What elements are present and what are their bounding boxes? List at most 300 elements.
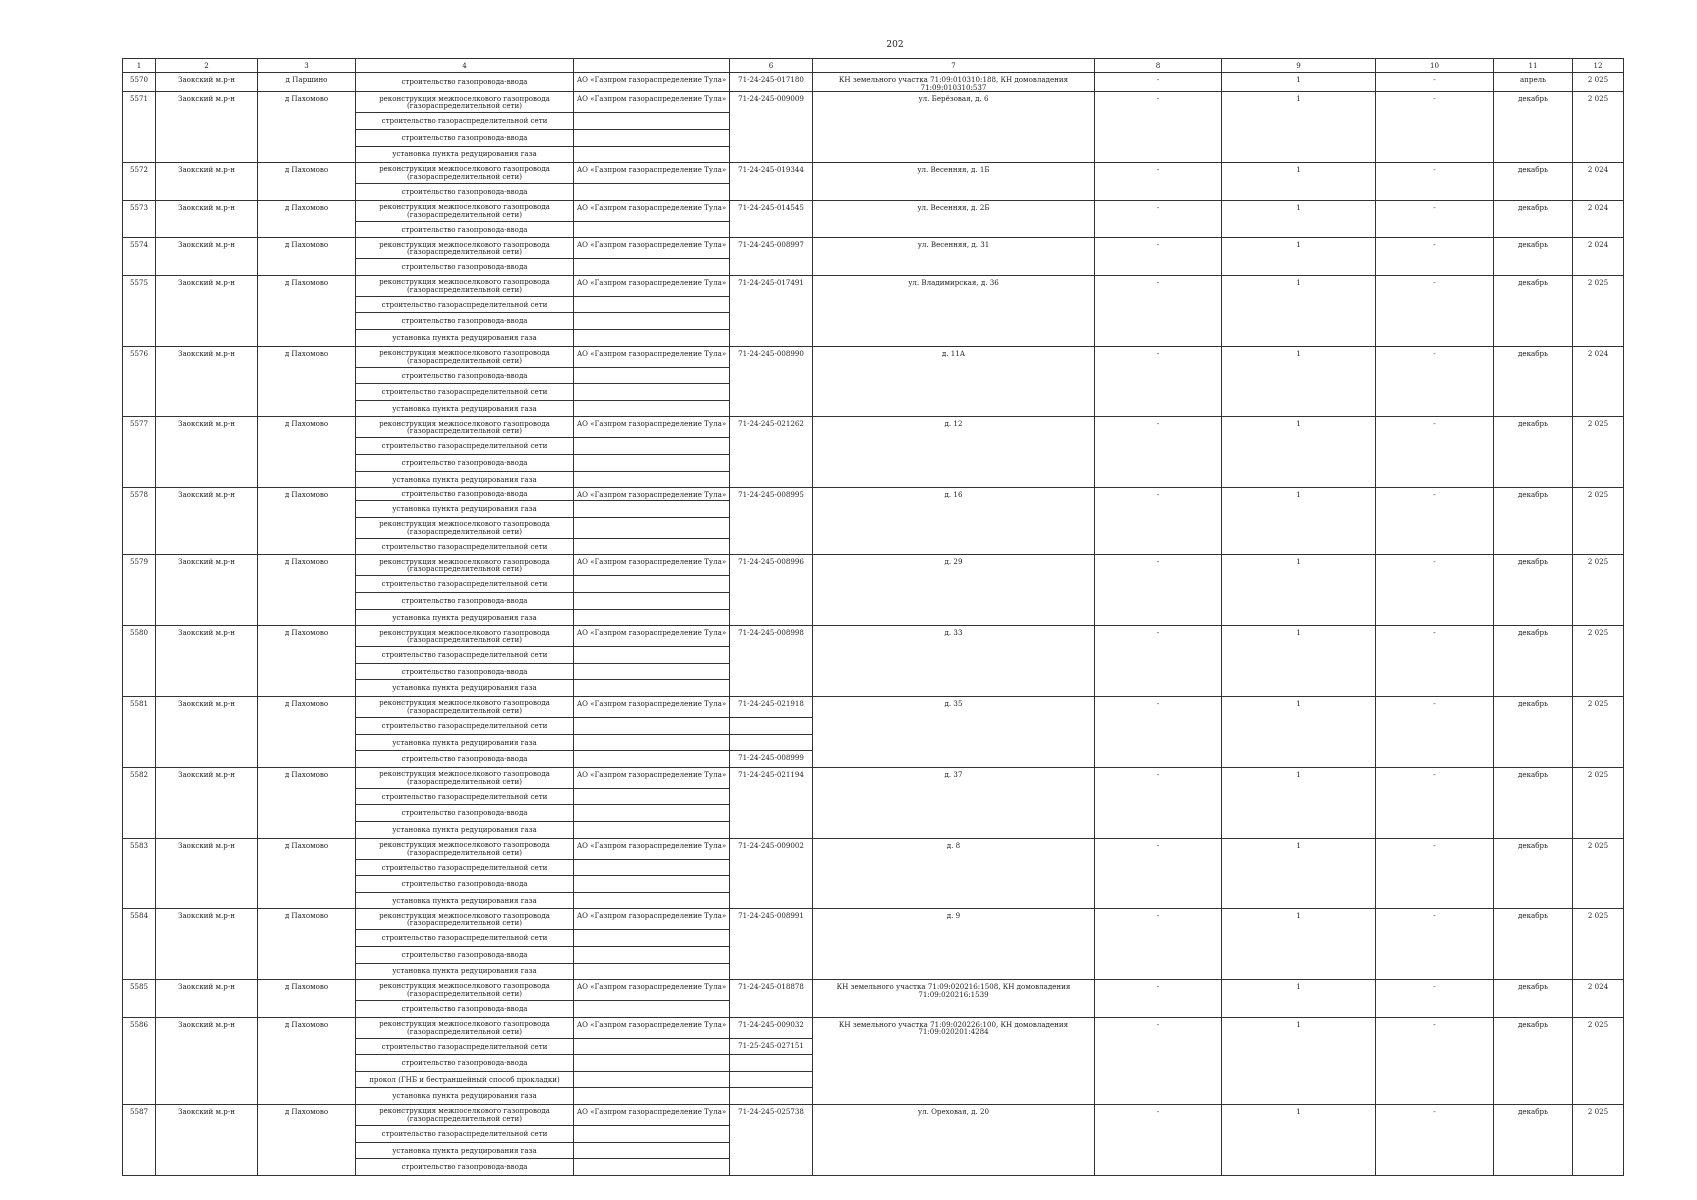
cell-organization	[574, 146, 730, 163]
cell-code: 71-24-245-008997	[730, 238, 813, 276]
cell-organization	[574, 296, 730, 313]
cell-work-type: установка пункта редуцирования газа	[356, 680, 574, 697]
cell-work-type: строительство газораспределительной сети	[356, 538, 574, 555]
cell-locality: д Пахомово	[258, 909, 356, 980]
cell-work-type: установка пункта редуцирования газа	[356, 330, 574, 347]
cell-organization	[574, 113, 730, 130]
cell-work-type: строительство газопровода-ввода	[356, 455, 574, 472]
cell-month: декабрь	[1494, 626, 1573, 697]
cell-work-type: строительство газопровода-ввода	[356, 1159, 574, 1176]
cell-organization: АО «Газпром газораспределение Тула»	[574, 275, 730, 296]
cell-col10: -	[1376, 696, 1494, 767]
cell-year: 2 025	[1573, 73, 1624, 92]
cell-month: декабрь	[1494, 980, 1573, 1018]
cell-organization	[574, 384, 730, 401]
cell-work-type: строительство газораспределительной сети	[356, 859, 574, 876]
cell-year: 2 025	[1573, 1017, 1624, 1104]
column-header-11: 11	[1494, 59, 1573, 73]
cell-code: 71-24-245-017180	[730, 73, 813, 92]
cell-organization	[574, 1126, 730, 1143]
cell-organization	[574, 501, 730, 518]
cell-work-type: строительство газопровода-ввода	[356, 221, 574, 238]
cell-month: декабрь	[1494, 838, 1573, 909]
cell-number: 5584	[123, 909, 156, 980]
cell-locality: д Пахомово	[258, 626, 356, 697]
cell-organization	[574, 471, 730, 488]
cell-work-type: реконструкция межпоселкового газопровода (газораспределительной сети)	[356, 1105, 574, 1126]
cell-organization	[574, 892, 730, 909]
cell-locality: д Пахомово	[258, 555, 356, 626]
cell-work-type: строительство газопровода-ввода	[356, 313, 574, 330]
cell-year: 2 025	[1573, 555, 1624, 626]
cell-organization	[574, 221, 730, 238]
cell-year: 2 025	[1573, 838, 1624, 909]
cell-organization	[574, 438, 730, 455]
cell-district: Заокский м.р-н	[156, 163, 258, 201]
cell-code: 71-24-245-008995	[730, 488, 813, 555]
cell-address: д. 33	[813, 626, 1095, 697]
cell-organization: АО «Газпром газораспределение Тула»	[574, 767, 730, 788]
cell-code	[730, 1071, 813, 1088]
table-row	[123, 92, 1624, 113]
cell-col8: -	[1095, 980, 1222, 1018]
cell-organization	[574, 538, 730, 555]
cell-col10: -	[1376, 488, 1494, 555]
cell-organization	[574, 259, 730, 276]
cell-work-type: строительство газопровода-ввода	[356, 593, 574, 610]
cell-district: Заокский м.р-н	[156, 73, 258, 92]
cell-code: 71-24-245-008999	[730, 751, 813, 768]
cell-col9: 1	[1222, 275, 1376, 346]
cell-number: 5580	[123, 626, 156, 697]
cell-col10: -	[1376, 73, 1494, 92]
cell-organization	[574, 930, 730, 947]
cell-district: Заокский м.р-н	[156, 626, 258, 697]
cell-code: 71-24-245-008990	[730, 346, 813, 417]
cell-col8: -	[1095, 417, 1222, 488]
cell-organization	[574, 313, 730, 330]
cell-organization	[574, 1038, 730, 1055]
cell-organization	[574, 680, 730, 697]
cell-locality: д Пахомово	[258, 417, 356, 488]
cell-col9: 1	[1222, 200, 1376, 238]
cell-address: д. 29	[813, 555, 1095, 626]
cell-month: декабрь	[1494, 238, 1573, 276]
cell-district: Заокский м.р-н	[156, 696, 258, 767]
cell-col9: 1	[1222, 73, 1376, 92]
cell-year: 2 025	[1573, 767, 1624, 838]
cell-work-type: реконструкция межпоселкового газопровода (газораспределительной сети)	[356, 417, 574, 438]
cell-address: д. 35	[813, 696, 1095, 767]
cell-locality: д Паршино	[258, 73, 356, 92]
cell-locality: д Пахомово	[258, 488, 356, 555]
cell-work-type: строительство газопровода-ввода	[356, 73, 574, 92]
cell-work-type: реконструкция межпоселкового газопровода (газораспределительной сети)	[356, 555, 574, 576]
cell-organization	[574, 576, 730, 593]
cell-organization: АО «Газпром газораспределение Тула»	[574, 1017, 730, 1038]
cell-district: Заокский м.р-н	[156, 488, 258, 555]
cell-locality: д Пахомово	[258, 200, 356, 238]
cell-locality: д Пахомово	[258, 92, 356, 163]
cell-locality: д Пахомово	[258, 346, 356, 417]
column-header-9: 9	[1222, 59, 1376, 73]
cell-organization: АО «Газпром газораспределение Тула»	[574, 980, 730, 1001]
cell-organization: АО «Газпром газораспределение Тула»	[574, 909, 730, 930]
cell-work-type: установка пункта редуцирования газа	[356, 963, 574, 980]
cell-organization: АО «Газпром газораспределение Тула»	[574, 696, 730, 717]
table-row	[123, 909, 1624, 930]
cell-work-type: реконструкция межпоселкового газопровода (газораспределительной сети)	[356, 275, 574, 296]
cell-month: декабрь	[1494, 200, 1573, 238]
cell-code: 71-24-245-021262	[730, 417, 813, 488]
cell-work-type: строительство газораспределительной сети	[356, 788, 574, 805]
cell-organization: АО «Газпром газораспределение Тула»	[574, 163, 730, 184]
cell-number: 5570	[123, 73, 156, 92]
cell-organization: АО «Газпром газораспределение Тула»	[574, 200, 730, 221]
column-header-4: 4	[356, 59, 574, 73]
cell-locality: д Пахомово	[258, 767, 356, 838]
table-row	[123, 238, 1624, 259]
cell-address: КН земельного участка 71:09:020216:1508, КН домовладения 71:09:020216:1539	[813, 980, 1095, 1018]
cell-organization	[574, 788, 730, 805]
cell-work-type: реконструкция межпоселкового газопровода (газораспределительной сети)	[356, 980, 574, 1001]
cell-col10: -	[1376, 555, 1494, 626]
cell-work-type: реконструкция межпоселкового газопровода (газораспределительной сети)	[356, 346, 574, 367]
column-header-7: 7	[813, 59, 1095, 73]
cell-district: Заокский м.р-н	[156, 417, 258, 488]
cell-year: 2 024	[1573, 163, 1624, 201]
cell-work-type: строительство газопровода-ввода	[356, 129, 574, 146]
cell-work-type: реконструкция межпоселкового газопровода (газораспределительной сети)	[356, 200, 574, 221]
cell-col10: -	[1376, 626, 1494, 697]
cell-year: 2 025	[1573, 488, 1624, 555]
cell-work-type: реконструкция межпоселкового газопровода (газораспределительной сети)	[356, 163, 574, 184]
cell-address: д. 11А	[813, 346, 1095, 417]
cell-code	[730, 734, 813, 751]
cell-number: 5576	[123, 346, 156, 417]
cell-month: декабрь	[1494, 1105, 1573, 1176]
table-row	[123, 163, 1624, 184]
cell-locality: д Пахомово	[258, 163, 356, 201]
cell-number: 5577	[123, 417, 156, 488]
cell-col10: -	[1376, 200, 1494, 238]
cell-code: 71-24-245-021918	[730, 696, 813, 717]
cell-col8: -	[1095, 488, 1222, 555]
cell-locality: д Пахомово	[258, 696, 356, 767]
cell-year: 2 025	[1573, 1105, 1624, 1176]
cell-col8: -	[1095, 73, 1222, 92]
cell-work-type: строительство газопровода-ввода	[356, 946, 574, 963]
cell-organization	[574, 367, 730, 384]
cell-work-type: строительство газопровода-ввода	[356, 751, 574, 768]
cell-address: ул. Владимирская, д. 36	[813, 275, 1095, 346]
cell-month: декабрь	[1494, 555, 1573, 626]
cell-organization	[574, 717, 730, 734]
cell-work-type: реконструкция межпоселкового газопровода (газораспределительной сети)	[356, 92, 574, 113]
cell-organization	[574, 330, 730, 347]
cell-month: декабрь	[1494, 417, 1573, 488]
cell-work-type: строительство газопровода-ввода	[356, 259, 574, 276]
cell-district: Заокский м.р-н	[156, 346, 258, 417]
column-header-1: 1	[123, 59, 156, 73]
cell-month: декабрь	[1494, 1017, 1573, 1104]
column-header-6: 6	[730, 59, 813, 73]
cell-col9: 1	[1222, 838, 1376, 909]
column-header-10: 10	[1376, 59, 1494, 73]
cell-code: 71-24-245-008998	[730, 626, 813, 697]
cell-col9: 1	[1222, 417, 1376, 488]
cell-work-type: строительство газопровода-ввода	[356, 805, 574, 822]
cell-col9: 1	[1222, 488, 1376, 555]
cell-work-type: строительство газораспределительной сети	[356, 1126, 574, 1143]
cell-code: 71-24-245-008996	[730, 555, 813, 626]
cell-col9: 1	[1222, 980, 1376, 1018]
cell-year: 2 025	[1573, 909, 1624, 980]
cell-locality: д Пахомово	[258, 980, 356, 1018]
cell-col10: -	[1376, 1017, 1494, 1104]
cell-organization: АО «Газпром газораспределение Тула»	[574, 1105, 730, 1126]
cell-locality: д Пахомово	[258, 1017, 356, 1104]
cell-col9: 1	[1222, 92, 1376, 163]
cell-col10: -	[1376, 417, 1494, 488]
cell-address: КН земельного участка 71:09:010310:188, КН домовладения 71:09:010310:537	[813, 73, 1095, 92]
cell-address: д. 37	[813, 767, 1095, 838]
cell-col10: -	[1376, 163, 1494, 201]
cell-year: 2 025	[1573, 696, 1624, 767]
cell-col9: 1	[1222, 909, 1376, 980]
cell-work-type: установка пункта редуцирования газа	[356, 892, 574, 909]
cell-work-type: реконструкция межпоселкового газопровода (газораспределительной сети)	[356, 1017, 574, 1038]
header-row	[123, 59, 1624, 73]
cell-code: 71-24-245-008991	[730, 909, 813, 980]
cell-organization	[574, 751, 730, 768]
cell-work-type: строительство газораспределительной сети	[356, 647, 574, 664]
cell-col8: -	[1095, 626, 1222, 697]
cell-work-type: реконструкция межпоселкового газопровода (газораспределительной сети)	[356, 238, 574, 259]
cell-number: 5578	[123, 488, 156, 555]
cell-year: 2 024	[1573, 238, 1624, 276]
cell-col8: -	[1095, 163, 1222, 201]
column-header-2: 2	[156, 59, 258, 73]
table-row	[123, 1017, 1624, 1038]
table-row	[123, 417, 1624, 438]
cell-organization	[574, 821, 730, 838]
cell-number: 5583	[123, 838, 156, 909]
table-row	[123, 980, 1624, 1001]
cell-number: 5571	[123, 92, 156, 163]
cell-district: Заокский м.р-н	[156, 238, 258, 276]
cell-work-type: строительство газопровода-ввода	[356, 876, 574, 893]
cell-year: 2 025	[1573, 92, 1624, 163]
table-row	[123, 275, 1624, 296]
cell-number: 5581	[123, 696, 156, 767]
cell-organization	[574, 517, 730, 538]
cell-address: ул. Весенняя, д. 1Б	[813, 163, 1095, 201]
cell-col8: -	[1095, 92, 1222, 163]
column-header-3: 3	[258, 59, 356, 73]
cell-work-type: строительство газопровода-ввода	[356, 367, 574, 384]
cell-number: 5574	[123, 238, 156, 276]
cell-organization	[574, 1088, 730, 1105]
cell-code: 71-24-245-009002	[730, 838, 813, 909]
cell-work-type: установка пункта редуцирования газа	[356, 821, 574, 838]
cell-work-type: установка пункта редуцирования газа	[356, 609, 574, 626]
cell-work-type: строительство газораспределительной сети	[356, 930, 574, 947]
cell-address: ул. Берёзовая, д. 6	[813, 92, 1095, 163]
cell-month: декабрь	[1494, 909, 1573, 980]
cell-work-type: строительство газопровода-ввода	[356, 1001, 574, 1018]
cell-organization: АО «Газпром газораспределение Тула»	[574, 417, 730, 438]
cell-code: 71-24-245-018878	[730, 980, 813, 1018]
cell-year: 2 025	[1573, 275, 1624, 346]
column-header-5	[574, 59, 730, 73]
cell-number: 5572	[123, 163, 156, 201]
cell-month: апрель	[1494, 73, 1573, 92]
cell-col9: 1	[1222, 163, 1376, 201]
cell-district: Заокский м.р-н	[156, 1105, 258, 1176]
cell-col8: -	[1095, 1105, 1222, 1176]
cell-organization	[574, 1055, 730, 1072]
cell-work-type: строительство газораспределительной сети	[356, 113, 574, 130]
cell-work-type: установка пункта редуцирования газа	[356, 471, 574, 488]
table-row	[123, 626, 1624, 647]
cell-col10: -	[1376, 980, 1494, 1018]
cell-organization	[574, 129, 730, 146]
cell-number: 5575	[123, 275, 156, 346]
cell-col8: -	[1095, 909, 1222, 980]
cell-number: 5582	[123, 767, 156, 838]
cell-organization	[574, 1159, 730, 1176]
cell-month: декабрь	[1494, 346, 1573, 417]
cell-code: 71-24-245-019344	[730, 163, 813, 201]
cell-organization	[574, 876, 730, 893]
cell-organization	[574, 647, 730, 664]
cell-locality: д Пахомово	[258, 275, 356, 346]
table-row	[123, 200, 1624, 221]
cell-month: декабрь	[1494, 275, 1573, 346]
cell-work-type: строительство газораспределительной сети	[356, 717, 574, 734]
cell-col8: -	[1095, 555, 1222, 626]
cell-number: 5579	[123, 555, 156, 626]
cell-organization	[574, 400, 730, 417]
cell-code: 71-24-245-017491	[730, 275, 813, 346]
cell-work-type: установка пункта редуцирования газа	[356, 1088, 574, 1105]
cell-work-type: установка пункта редуцирования газа	[356, 1142, 574, 1159]
cell-col8: -	[1095, 767, 1222, 838]
cell-code: 71-24-245-014545	[730, 200, 813, 238]
cell-organization: АО «Газпром газораспределение Тула»	[574, 238, 730, 259]
cell-col9: 1	[1222, 346, 1376, 417]
cell-work-type: строительство газопровода-ввода	[356, 663, 574, 680]
cell-address: д. 8	[813, 838, 1095, 909]
cell-work-type: строительство газопровода-ввода	[356, 184, 574, 201]
cell-year: 2 025	[1573, 626, 1624, 697]
cell-organization	[574, 805, 730, 822]
table-row	[123, 555, 1624, 576]
column-header-12: 12	[1573, 59, 1624, 73]
cell-organization	[574, 609, 730, 626]
cell-col8: -	[1095, 838, 1222, 909]
cell-col8: -	[1095, 238, 1222, 276]
cell-organization: АО «Газпром газораспределение Тула»	[574, 73, 730, 92]
cell-organization	[574, 1142, 730, 1159]
table-row	[123, 696, 1624, 717]
cell-district: Заокский м.р-н	[156, 838, 258, 909]
cell-col9: 1	[1222, 1017, 1376, 1104]
column-header-8: 8	[1095, 59, 1222, 73]
table-row	[123, 73, 1624, 92]
table-row	[123, 767, 1624, 788]
cell-district: Заокский м.р-н	[156, 555, 258, 626]
cell-organization: АО «Газпром газораспределение Тула»	[574, 838, 730, 859]
cell-work-type: реконструкция межпоселкового газопровода (газораспределительной сети)	[356, 517, 574, 538]
cell-code: 71-25-245-027151	[730, 1038, 813, 1055]
cell-col9: 1	[1222, 555, 1376, 626]
cell-month: декабрь	[1494, 163, 1573, 201]
cell-work-type: реконструкция межпоселкового газопровода (газораспределительной сети)	[356, 696, 574, 717]
cell-work-type: реконструкция межпоселкового газопровода (газораспределительной сети)	[356, 909, 574, 930]
cell-work-type: реконструкция межпоселкового газопровода (газораспределительной сети)	[356, 767, 574, 788]
cell-work-type: реконструкция межпоселкового газопровода (газораспределительной сети)	[356, 838, 574, 859]
cell-district: Заокский м.р-н	[156, 92, 258, 163]
cell-locality: д Пахомово	[258, 838, 356, 909]
table-row	[123, 838, 1624, 859]
cell-year: 2 024	[1573, 200, 1624, 238]
cell-locality: д Пахомово	[258, 238, 356, 276]
cell-district: Заокский м.р-н	[156, 1017, 258, 1104]
cell-organization: АО «Газпром газораспределение Тула»	[574, 626, 730, 647]
cell-col10: -	[1376, 1105, 1494, 1176]
cell-work-type: строительство газораспределительной сети	[356, 438, 574, 455]
cell-col10: -	[1376, 767, 1494, 838]
cell-number: 5585	[123, 980, 156, 1018]
cell-col9: 1	[1222, 696, 1376, 767]
cell-col9: 1	[1222, 238, 1376, 276]
data-table	[122, 58, 1624, 1176]
cell-col8: -	[1095, 696, 1222, 767]
cell-organization	[574, 734, 730, 751]
cell-code	[730, 1088, 813, 1105]
cell-address: д. 9	[813, 909, 1095, 980]
cell-district: Заокский м.р-н	[156, 909, 258, 980]
cell-organization	[574, 1071, 730, 1088]
cell-month: декабрь	[1494, 696, 1573, 767]
cell-col9: 1	[1222, 767, 1376, 838]
cell-organization	[574, 455, 730, 472]
cell-code	[730, 1055, 813, 1072]
cell-address: д. 12	[813, 417, 1095, 488]
cell-organization	[574, 946, 730, 963]
cell-organization	[574, 1001, 730, 1018]
cell-work-type: установка пункта редуцирования газа	[356, 501, 574, 518]
cell-address: д. 16	[813, 488, 1095, 555]
cell-code: 71-24-245-009009	[730, 92, 813, 163]
cell-code: 71-24-245-021194	[730, 767, 813, 838]
cell-col10: -	[1376, 909, 1494, 980]
cell-work-type: прокол (ГНБ и бестраншейный способ прокладки)	[356, 1071, 574, 1088]
cell-code: 71-24-245-025738	[730, 1105, 813, 1176]
cell-organization	[574, 663, 730, 680]
cell-work-type: строительство газораспределительной сети	[356, 576, 574, 593]
cell-organization	[574, 859, 730, 876]
cell-col8: -	[1095, 1017, 1222, 1104]
cell-organization	[574, 593, 730, 610]
table-row	[123, 346, 1624, 367]
cell-address: ул. Весенняя, д. 2Б	[813, 200, 1095, 238]
page-number: 202	[886, 40, 904, 50]
cell-col9: 1	[1222, 1105, 1376, 1176]
cell-col10: -	[1376, 92, 1494, 163]
